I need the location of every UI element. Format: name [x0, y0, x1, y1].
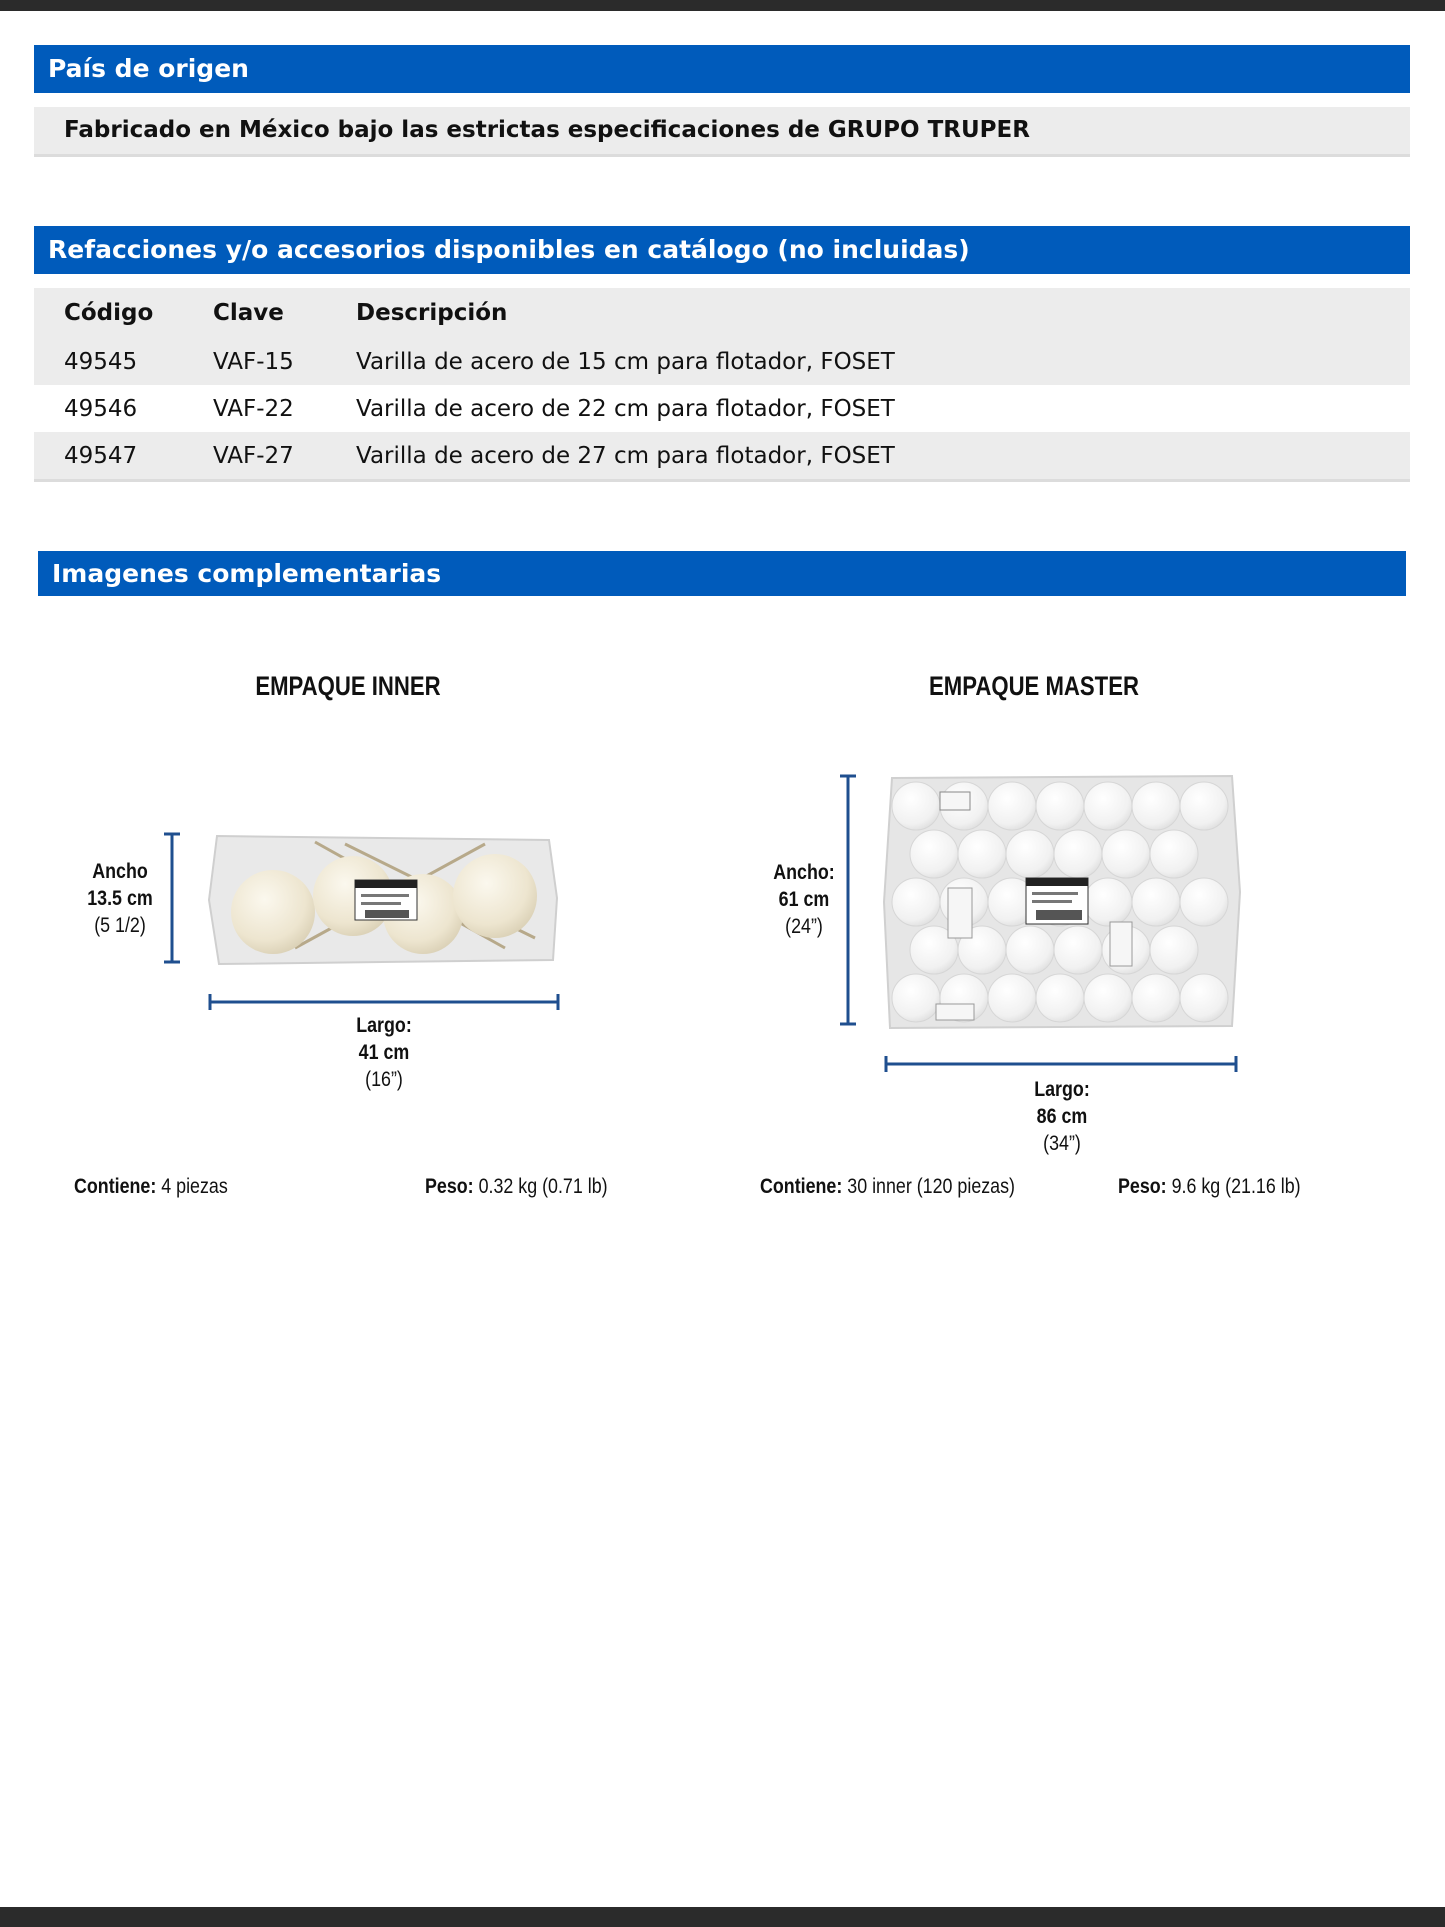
inner-width-title: Ancho: [92, 860, 148, 883]
table-row: [34, 385, 1410, 432]
master-length-title: Largo:: [1034, 1078, 1090, 1101]
float-ball: [1150, 830, 1198, 878]
column-header-description: Descripción: [356, 300, 508, 326]
inner-weight: [425, 1175, 608, 1199]
float-ball: [1084, 782, 1132, 830]
cell-key: VAF-22: [213, 395, 294, 422]
master-weight-value: 9.6 kg (21.16 lb): [1171, 1175, 1301, 1198]
master-weight-label: Peso:: [1118, 1175, 1167, 1198]
float-ball: [1132, 878, 1180, 926]
cell-description: Varilla de acero de 27 cm para flotador, FOSET: [356, 442, 895, 469]
origin-header: País de origen: [34, 45, 1410, 93]
cell-description: Varilla de acero de 22 cm para flotador, FOSET: [356, 395, 895, 422]
float-ball: [988, 974, 1036, 1022]
inner-contains-label: Contiene:: [74, 1175, 157, 1198]
float-ball: [1036, 782, 1084, 830]
inner-package-image: [205, 828, 561, 968]
inner-length-dimension: [206, 990, 562, 1014]
float-ball: [892, 974, 940, 1022]
float-ball: [1006, 926, 1054, 974]
inner-title: EMPAQUE INNER: [255, 671, 441, 701]
master-width-in: (24”): [785, 915, 823, 938]
master-length-cm: 86 cm: [1036, 1105, 1088, 1128]
column-header-code: Código: [64, 300, 154, 326]
master-length-label: [1003, 1076, 1122, 1157]
master-weight: [1118, 1175, 1301, 1199]
master-package-image: [880, 772, 1244, 1032]
inner-contains: [74, 1175, 228, 1199]
float-ball: [892, 782, 940, 830]
master-width-title: Ancho:: [773, 861, 835, 884]
origin-text: Fabricado en México bajo las estrictas especificaciones de GRUPO TRUPER: [34, 107, 1410, 157]
cell-code: 49547: [64, 442, 138, 469]
master-width-label: [745, 859, 864, 940]
master-title: EMPAQUE MASTER: [929, 671, 1139, 701]
float-ball: [1180, 974, 1228, 1022]
table-header-row: [34, 288, 1410, 338]
inner-width-in: (5 1/2): [94, 914, 146, 937]
cell-code: 49545: [64, 348, 138, 375]
cell-description: Varilla de acero de 15 cm para flotador, FOSET: [356, 348, 895, 375]
float-ball: [1150, 926, 1198, 974]
float-ball: [1180, 782, 1228, 830]
inner-width-label: [61, 858, 180, 939]
float-ball: [958, 830, 1006, 878]
accessories-header: Refacciones y/o accesorios disponibles en catálogo (no incluidas): [34, 226, 1410, 274]
float-ball: [1054, 926, 1102, 974]
float-ball: [1132, 974, 1180, 1022]
accessories-table: [34, 288, 1410, 482]
inner-length-in: (16”): [365, 1068, 403, 1091]
cell-key: VAF-15: [213, 348, 294, 375]
float-ball: [988, 782, 1036, 830]
float-ball: [1084, 878, 1132, 926]
master-contains-label: Contiene:: [760, 1175, 843, 1198]
float-ball: [1036, 974, 1084, 1022]
float-ball: [1084, 974, 1132, 1022]
master-contains-value: 30 inner (120 piezas): [847, 1175, 1015, 1198]
inner-contains-value: 4 piezas: [161, 1175, 228, 1198]
inner-length-cm: 41 cm: [358, 1041, 410, 1064]
column-header-key: Clave: [213, 300, 284, 326]
bottom-bar: [0, 1907, 1445, 1927]
master-length-in: (34”): [1043, 1132, 1081, 1155]
inner-length-label: [325, 1012, 444, 1093]
table-row: [34, 338, 1410, 385]
master-width-cm: 61 cm: [778, 888, 830, 911]
float-ball: [910, 830, 958, 878]
float-ball: [1006, 830, 1054, 878]
master-length-dimension: [882, 1052, 1240, 1076]
float-ball: [1102, 830, 1150, 878]
master-contains: [760, 1175, 1015, 1199]
float-ball: [1180, 878, 1228, 926]
inner-length-title: Largo:: [356, 1014, 412, 1037]
images-header: Imagenes complementarias: [38, 551, 1406, 596]
float-ball: [1054, 830, 1102, 878]
cell-key: VAF-27: [213, 442, 294, 469]
inner-weight-label: Peso:: [425, 1175, 474, 1198]
float-ball: [892, 878, 940, 926]
cell-code: 49546: [64, 395, 138, 422]
inner-width-cm: 13.5 cm: [87, 887, 153, 910]
top-bar: [0, 0, 1445, 11]
table-row: [34, 432, 1410, 482]
inner-weight-value: 0.32 kg (0.71 lb): [478, 1175, 608, 1198]
float-ball: [1132, 782, 1180, 830]
